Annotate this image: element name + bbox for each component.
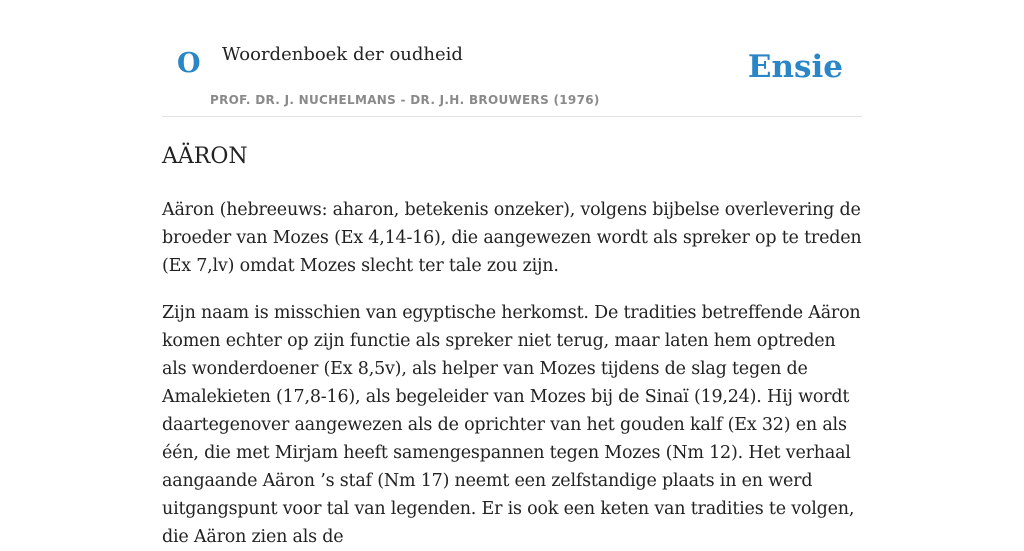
content-container: [162, 0, 862, 551]
entry-paragraph: Zijn naam is misschien van egyptische herkomst. De tradities betreffende Aäron komen echter op zijn functie als spreker niet terug, maar laten hem optreden als wonderdoener (Ex 8,5v), als helper van Mozes tijdens de slag tegen de Amalekieten (17,8-16), als begeleider van Mozes bij de Sinaï (19,24). Hij wordt daartegenover aangewezen als de oprichter van het gouden kalf (Ex 32) en als één, die met Mirjam heeft samengespannen tegen Mozes (Nm 12). Het verhaal aangaande Aäron ’s staf (Nm 17) neemt een zelfstandige plaats in en werd uitgangspunt voor tal van legenden. Er is ook een keten van tradities te volgen, die Aäron zien als de: [162, 303, 861, 547]
book-title[interactable]: Woordenboek der oudheid: [222, 44, 463, 65]
entry-paragraph: Aäron (hebreeuws: aharon, betekenis onzeker), volgens bijbelse overlevering de broeder van Mozes (Ex 4,14-16), die aangewezen wordt als spreker op te treden (Ex 7,lv) omdat Mozes slecht ter tale zou zijn.: [162, 200, 862, 276]
header: [162, 0, 862, 117]
entry-title: AÄRON: [162, 144, 248, 169]
ensie-logo[interactable]: Ensie: [747, 49, 843, 85]
index-letter[interactable]: O: [177, 48, 201, 79]
book-authors: PROF. DR. J. NUCHELMANS - DR. J.H. BROUWERS (1976): [210, 93, 600, 107]
